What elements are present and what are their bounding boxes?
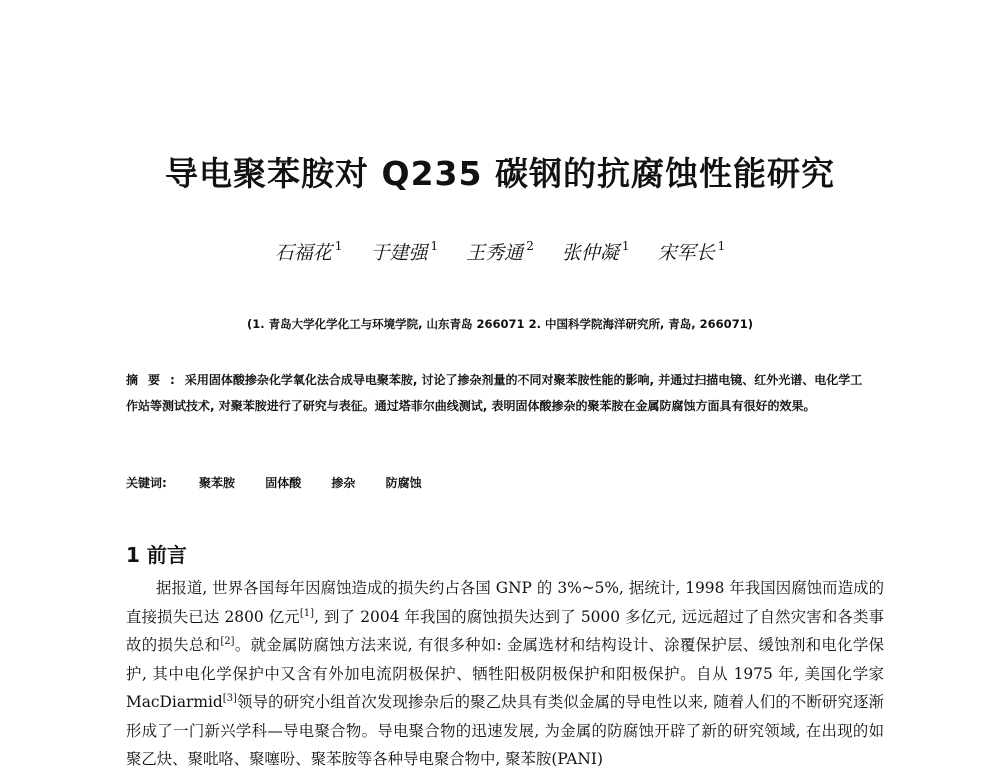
keywords-label: 关键词: [126, 476, 167, 490]
author-affiliation-mark: 1 [430, 239, 439, 253]
author [658, 238, 726, 265]
section-body [126, 574, 884, 774]
author-name: 于建强 [370, 242, 428, 264]
affiliation: (1. 青岛大学化学化工与环境学院, 山东青岛 266071 2. 中国科学院海洋研究所, 青岛, 266071) [247, 317, 753, 331]
author-list [0, 238, 1000, 265]
keyword: 聚苯胺 [199, 476, 236, 490]
keyword: 固体酸 [265, 476, 302, 490]
citation-ref[interactable]: [2] [220, 636, 235, 647]
author [466, 238, 534, 265]
citation-ref[interactable]: [1] [299, 607, 315, 619]
body-text: 据报道, 世界各国每年因腐蚀造成的损失约占各国 GNP 的 3%~5%, 据统计, 1998 年我国因腐蚀而造成的直接损失已达 2800 亿元 [126, 579, 884, 626]
abstract [126, 367, 874, 419]
keyword: 掺杂 [331, 476, 356, 490]
author-name: 张仲凝 [561, 242, 619, 264]
author-name: 宋军长 [657, 242, 715, 264]
body-text: 领导的研究小组首次发现掺杂后的聚乙炔具有类似金属的导电性以来, 随着人们的不断研究逐渐形成了一门新兴学科—导电聚合物。导电聚合物的迅速发展, 为金属的防腐蚀开辟了新的研究领域, 在出现的如聚乙炔、聚吡咯、聚噻吩、聚苯胺等各种导电聚合物中, 聚苯胺(PANI) [126, 693, 884, 768]
author-name: 王秀通 [466, 242, 524, 264]
author [562, 238, 630, 265]
section-heading: 1 前言 [126, 543, 187, 567]
body-text: 。就金属防腐蚀方法来说, 有很多种如: 金属选材和结构设计、涂覆保护层、缓蚀剂和电化学保护, 其中电化学保护中又含有外加电流阴极保护、牺牲阳极阴极保护和阳极保护。自从 1975 年, 美国化学家 MacDiarmid [126, 636, 884, 711]
author [275, 238, 343, 265]
author-affiliation-mark: 1 [621, 239, 630, 253]
author-name: 石福花 [274, 242, 332, 264]
paper-title: 导电聚苯胺对 Q235 碳钢的抗腐蚀性能研究 [165, 154, 835, 193]
citation-ref[interactable]: [3] [222, 693, 237, 704]
author-affiliation-mark: 2 [526, 239, 534, 253]
abstract-label: 摘要: [126, 373, 185, 387]
keywords [126, 474, 448, 491]
body-text: , 到了 2004 年我国的腐蚀损失达到了 5000 多亿元, 远远超过了自然灾害和各类事故的损失总和 [126, 607, 884, 654]
author [370, 238, 438, 265]
abstract-text: 采用固体酸掺杂化学氧化法合成导电聚苯胺, 讨论了掺杂剂量的不同对聚苯胺性能的影响, 并通过扫描电镜、红外光谱、电化学工作站等测试技术, 对聚苯胺进行了研究与表征。通过塔菲尔曲线测试, 表明固体酸掺杂的聚苯胺在金属防腐蚀方面具有很好的效果。 [126, 373, 863, 413]
author-affiliation-mark: 1 [717, 239, 726, 253]
keyword: 防腐蚀 [385, 476, 422, 490]
author-affiliation-mark: 1 [334, 239, 343, 253]
